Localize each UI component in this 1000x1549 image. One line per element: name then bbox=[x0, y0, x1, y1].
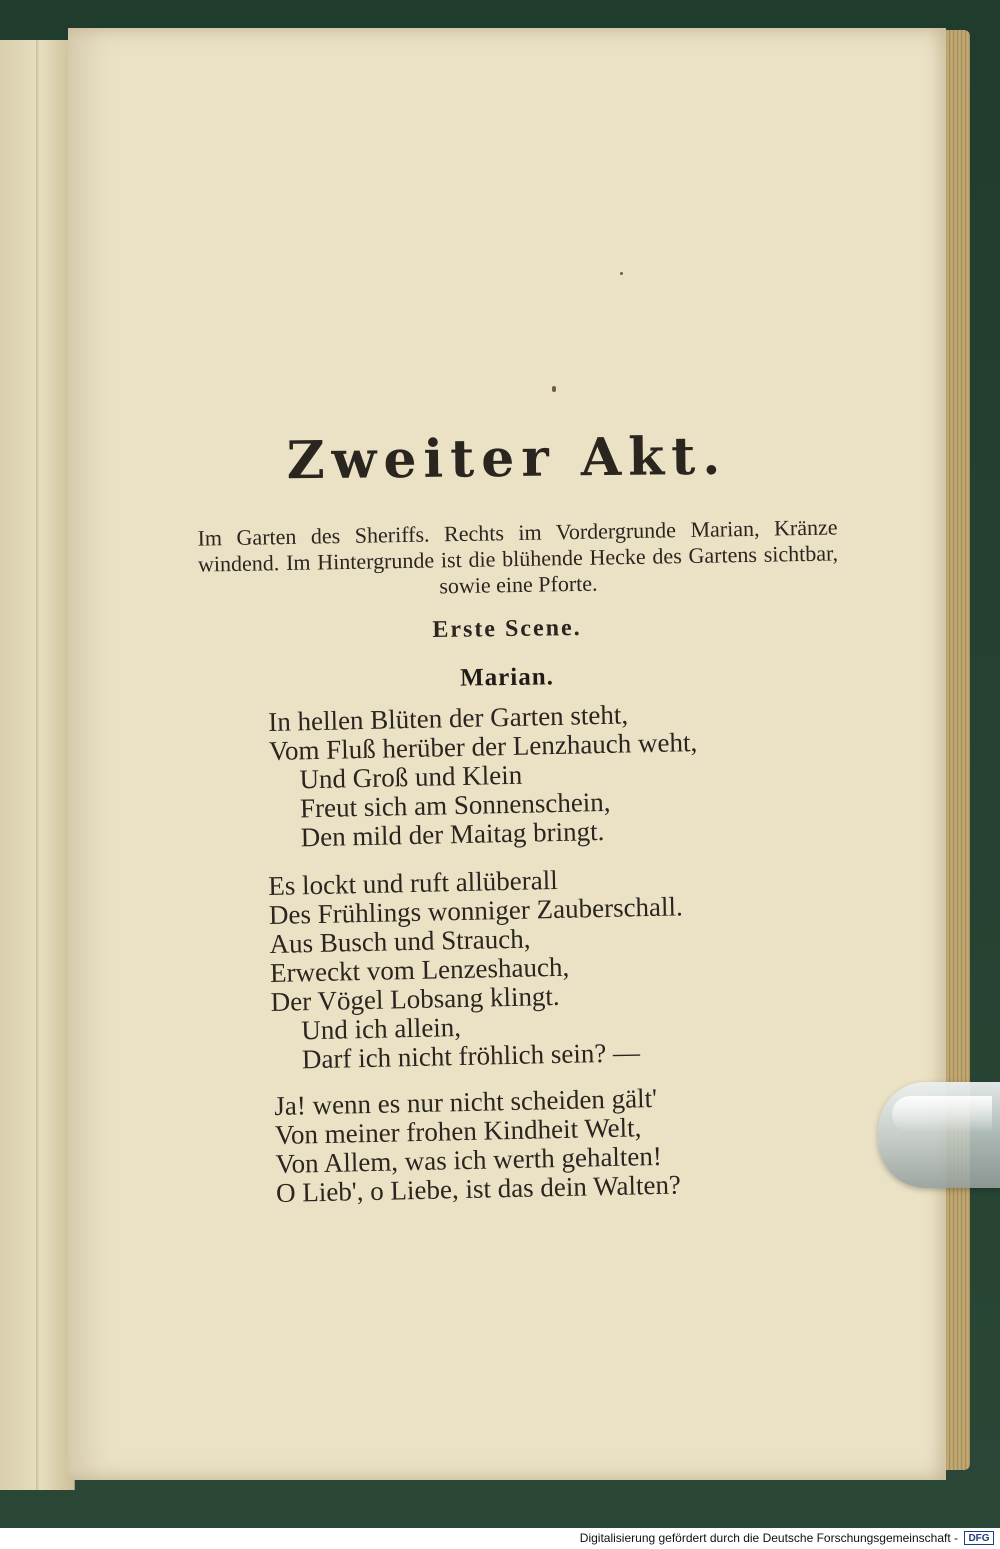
verse-line: O Lieb', o Liebe, ist das dein Walten? bbox=[275, 1169, 682, 1208]
verse-line: Vom Fluß herüber der Lenzhauch weht, bbox=[268, 727, 698, 766]
verse-line: Aus Busch und Strauch, bbox=[269, 923, 531, 959]
verse-line: Des Frühlings wonniger Zauberschall. bbox=[268, 891, 684, 930]
stage-direction: Im Garten des Sheriffs. Rechts im Vordergrunde Marian, Kränze windend. Im Hintergrunde ist die blühende Hecke des Gartens sichtbar, sowie eine Pforte. bbox=[197, 514, 839, 599]
verse-line: Und Groß und Klein bbox=[299, 759, 523, 795]
verse-line: Es lockt und ruft allüberall bbox=[267, 864, 558, 901]
speaker-name: Marian. bbox=[459, 663, 555, 692]
left-page-fold bbox=[36, 40, 40, 1490]
ink-speck bbox=[620, 272, 623, 275]
stanza-3 bbox=[274, 1080, 836, 1208]
verse-line: Von Allem, was ich werth gehalten! bbox=[275, 1140, 663, 1179]
scene-title: Erste Scene. bbox=[432, 614, 582, 644]
verse-line: In hellen Blüten der Garten steht, bbox=[267, 699, 629, 737]
dfg-logo: DFG bbox=[964, 1531, 994, 1545]
footer-credit: Digitalisierung gefördert durch die Deutsche Forschungsgemeinschaft - bbox=[579, 1531, 958, 1545]
verse-line: Freut sich am Sonnenschein, bbox=[299, 786, 611, 824]
verse-line: Ja! wenn es nur nicht scheiden gält' bbox=[273, 1082, 658, 1121]
page-clip-highlight bbox=[892, 1096, 992, 1132]
book-page bbox=[68, 28, 946, 1480]
verse-line: Der Vögel Lobsang klingt. bbox=[270, 980, 560, 1017]
footer-bar bbox=[0, 1528, 1000, 1549]
verse-line: Von meiner frohen Kindheit Welt, bbox=[274, 1112, 642, 1150]
verse-line: Den mild der Maitag bringt. bbox=[300, 815, 605, 853]
verse-line: Erweckt vom Lenzeshauch, bbox=[269, 951, 570, 988]
ink-speck bbox=[552, 386, 556, 392]
stanza-1 bbox=[268, 696, 831, 853]
stanza-2 bbox=[268, 860, 832, 1075]
verse-line: Darf ich nicht fröhlich sein? — bbox=[301, 1037, 641, 1075]
act-heading: Zweiter Akt. bbox=[286, 425, 728, 492]
verse-line: Und ich allein, bbox=[301, 1011, 462, 1046]
